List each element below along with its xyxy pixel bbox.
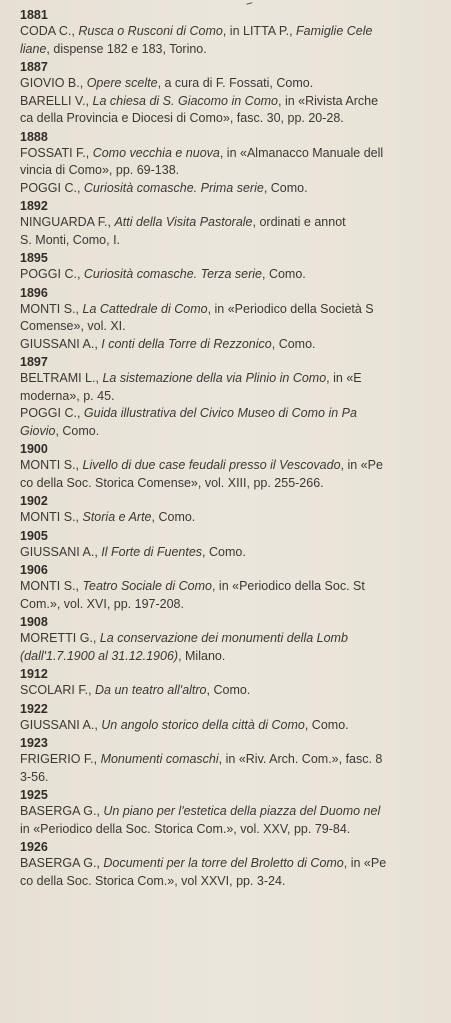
title-text: liane xyxy=(20,41,47,56)
bibliography-line xyxy=(20,476,451,491)
citation-text: NINGUARDA F., xyxy=(20,215,115,229)
citation-text: GIOVIO B., xyxy=(20,76,87,90)
citation-text: , Como. xyxy=(151,510,196,524)
year-heading: 1900 xyxy=(20,442,48,456)
citation-text: BASERGA G., xyxy=(20,856,104,870)
title-text: (dall'1.7.1900 al 31.12.1906) xyxy=(20,648,179,663)
title-text: La chiesa di S. Giacomo in Como xyxy=(92,93,279,108)
bibliography-line xyxy=(20,163,451,178)
citation-text: MONTI S., xyxy=(20,301,83,316)
citation-text: BASERGA G., xyxy=(20,804,104,818)
year-section xyxy=(20,355,451,438)
year-heading: 1887 xyxy=(20,60,48,74)
bibliography-line xyxy=(20,804,451,819)
title-text: I conti della Torre di Rezzonico xyxy=(101,336,272,351)
year-section xyxy=(20,130,451,196)
citation-text: co della Soc. Storica Comense», vol. XIII, pp. 255-266. xyxy=(20,475,324,490)
bibliography-line xyxy=(20,215,451,230)
year-heading: 1892 xyxy=(20,199,48,213)
title-text: Documenti per la torre del Broletto di Como xyxy=(103,856,344,870)
bibliography-line xyxy=(20,267,451,282)
bibliography-line xyxy=(20,683,451,698)
citation-text: , in «Riv. Arch. Com.», fasc. 8 xyxy=(218,752,383,766)
citation-text: FRIGERIO F., xyxy=(20,752,101,766)
bibliography-line xyxy=(20,76,451,91)
citation-text: MONTI S., xyxy=(20,510,83,524)
bibliography-line xyxy=(20,371,451,386)
citation-text: BARELLI V., xyxy=(20,93,93,108)
year-heading: 1908 xyxy=(20,615,48,629)
citation-text: , Como. xyxy=(262,267,306,281)
title-text: Como vecchia e nuova xyxy=(92,145,220,160)
citation-text: , in «Periodico della Soc. St xyxy=(211,579,365,593)
bibliography-line xyxy=(20,458,451,473)
citation-text: POGGI C., xyxy=(20,180,84,195)
title-text: Famiglie Cele xyxy=(296,24,373,38)
title-text: Giovio xyxy=(20,423,56,438)
citation-text: moderna», p. 45. xyxy=(20,388,115,403)
citation-text: , Como. xyxy=(202,544,246,559)
citation-text: , a cura di F. Fossati, Como. xyxy=(157,76,314,90)
year-section xyxy=(20,840,451,888)
bibliography-list xyxy=(20,4,451,891)
title-text: Teatro Sociale di Como xyxy=(82,579,212,593)
bibliography-line xyxy=(20,770,451,785)
year-heading: 1925 xyxy=(20,788,48,802)
year-section xyxy=(20,529,451,560)
citation-text: , Como. xyxy=(206,683,251,697)
title-text: Il Forte di Fuentes xyxy=(101,544,203,559)
year-section xyxy=(20,60,451,126)
bibliography-line xyxy=(20,24,451,39)
bibliography-line xyxy=(20,510,451,525)
year-section xyxy=(20,8,451,56)
citation-text: , in «Rivista Arche xyxy=(278,93,379,108)
year-heading: 1895 xyxy=(20,251,48,265)
bibliography-line xyxy=(20,752,451,767)
year-section xyxy=(20,563,451,611)
bibliography-line xyxy=(20,181,451,196)
citation-text: , Como. xyxy=(263,180,308,195)
title-text: Monumenti comaschi xyxy=(100,752,219,766)
citation-text: , Como. xyxy=(271,336,316,351)
citation-text: , in «Pe xyxy=(340,458,383,472)
bibliography-line xyxy=(20,856,451,871)
citation-text: , Como. xyxy=(55,423,100,438)
citation-text: SCOLARI F., xyxy=(20,683,96,697)
bibliography-line xyxy=(20,389,451,404)
citation-text: POGGI C., xyxy=(20,406,84,420)
bibliography-line xyxy=(20,649,451,664)
citation-text: MONTI S., xyxy=(20,579,83,593)
title-text: Da un teatro all'altro xyxy=(95,683,207,697)
bibliography-line xyxy=(20,94,451,109)
year-heading: 1912 xyxy=(20,667,48,681)
title-text: Un angolo storico della città di Como xyxy=(101,717,305,732)
year-heading: 1922 xyxy=(20,701,48,716)
bibliography-line xyxy=(20,597,451,612)
title-text: Opere scelte xyxy=(86,76,158,90)
year-section xyxy=(20,788,451,836)
year-section xyxy=(20,702,451,733)
citation-text: , in LITTA P., xyxy=(222,24,297,38)
year-heading: 1881 xyxy=(20,8,48,22)
title-text: Un piano per l'estetica della piazza del Duomo nel xyxy=(103,804,381,818)
year-heading: 1923 xyxy=(20,736,48,750)
citation-text: co della Soc. Storica Com.», vol XXVI, pp. 3-24. xyxy=(20,873,286,888)
title-text: La conservazione dei monumenti della Lomb xyxy=(99,631,348,645)
citation-text: , ordinati e annot xyxy=(252,215,346,229)
year-heading: 1906 xyxy=(20,563,48,577)
bibliography-line xyxy=(20,233,451,248)
title-text: Guida illustrativa del Civico Museo di Como in Pa xyxy=(83,406,357,420)
citation-text: GIUSSANI A., xyxy=(20,336,102,351)
citation-text: Comense», vol. XI. xyxy=(20,319,126,333)
bibliography-line xyxy=(20,337,451,352)
year-section xyxy=(20,199,451,247)
year-heading: 1897 xyxy=(20,355,48,369)
bibliography-line xyxy=(20,319,451,334)
citation-text: Com.», vol. XVI, pp. 197-208. xyxy=(20,596,184,611)
citation-text: MORETTI G., xyxy=(20,631,100,645)
title-text: La sistemazione della via Plinio in Como xyxy=(102,371,327,385)
bibliography-line xyxy=(20,874,451,889)
year-heading: 1905 xyxy=(20,528,48,543)
bibliography-line xyxy=(20,146,451,161)
citation-text: , in «Periodico della Società S xyxy=(207,301,374,316)
citation-text: FOSSATI F., xyxy=(20,145,93,160)
citation-text: S. Monti, Como, I. xyxy=(20,232,121,247)
title-text: Curiosità comasche. Prima serie xyxy=(83,180,264,195)
citation-text: vincia di Como», pp. 69-138. xyxy=(20,163,180,177)
citation-text: ca della Provincia e Diocesi di Como», fasc. 30, pp. 20-28. xyxy=(20,111,344,125)
bibliography-line xyxy=(20,406,451,421)
bibliography-line xyxy=(20,822,451,837)
citation-text: 3-56. xyxy=(20,769,49,784)
title-text: Livello di due case feudali presso il Vescovado xyxy=(82,458,341,472)
bibliography-line xyxy=(20,631,451,646)
year-heading: 1888 xyxy=(20,129,48,144)
citation-text: , Como. xyxy=(304,717,349,732)
year-heading: 1902 xyxy=(20,494,48,508)
citation-text: POGGI C., xyxy=(20,267,84,281)
title-text: Curiosità comasche. Terza serie xyxy=(83,267,262,281)
bibliography-line xyxy=(20,424,451,439)
title-text: Atti della Visita Pastorale xyxy=(114,215,253,229)
citation-text: MONTI S., xyxy=(20,458,83,472)
bibliography-line xyxy=(20,579,451,594)
citation-text: , dispense 182 e 183, Torino. xyxy=(46,41,207,56)
citation-text: , in «E xyxy=(326,371,362,385)
year-section xyxy=(20,667,451,698)
bibliography-line xyxy=(20,302,451,317)
citation-text: , Milano. xyxy=(178,648,226,663)
title-text: Storia e Arte xyxy=(82,510,152,524)
citation-text: CODA C., xyxy=(20,24,79,38)
bibliography-line xyxy=(20,42,451,57)
citation-text: GIUSSANI A., xyxy=(20,717,102,732)
bibliography-line xyxy=(20,545,451,560)
year-section xyxy=(20,251,451,282)
year-heading: 1926 xyxy=(20,840,48,854)
year-section xyxy=(20,442,451,490)
citation-text: , in «Pe xyxy=(343,856,387,870)
title-text: Rusca o Rusconi di Como xyxy=(78,24,223,38)
bibliography-line xyxy=(20,718,451,733)
year-section xyxy=(20,286,451,352)
year-heading: 1896 xyxy=(20,285,48,300)
year-section xyxy=(20,494,451,525)
year-section xyxy=(20,736,451,784)
citation-text: , in «Almanacco Manuale dell xyxy=(219,145,384,160)
title-text: La Cattedrale di Como xyxy=(82,301,208,316)
citation-text: in «Periodico della Soc. Storica Com.», vol. XXV, pp. 79-84. xyxy=(20,821,351,836)
citation-text: GIUSSANI A., xyxy=(20,544,102,559)
year-section xyxy=(20,615,451,663)
bibliography-line xyxy=(20,111,451,126)
citation-text: BELTRAMI L., xyxy=(20,371,103,385)
